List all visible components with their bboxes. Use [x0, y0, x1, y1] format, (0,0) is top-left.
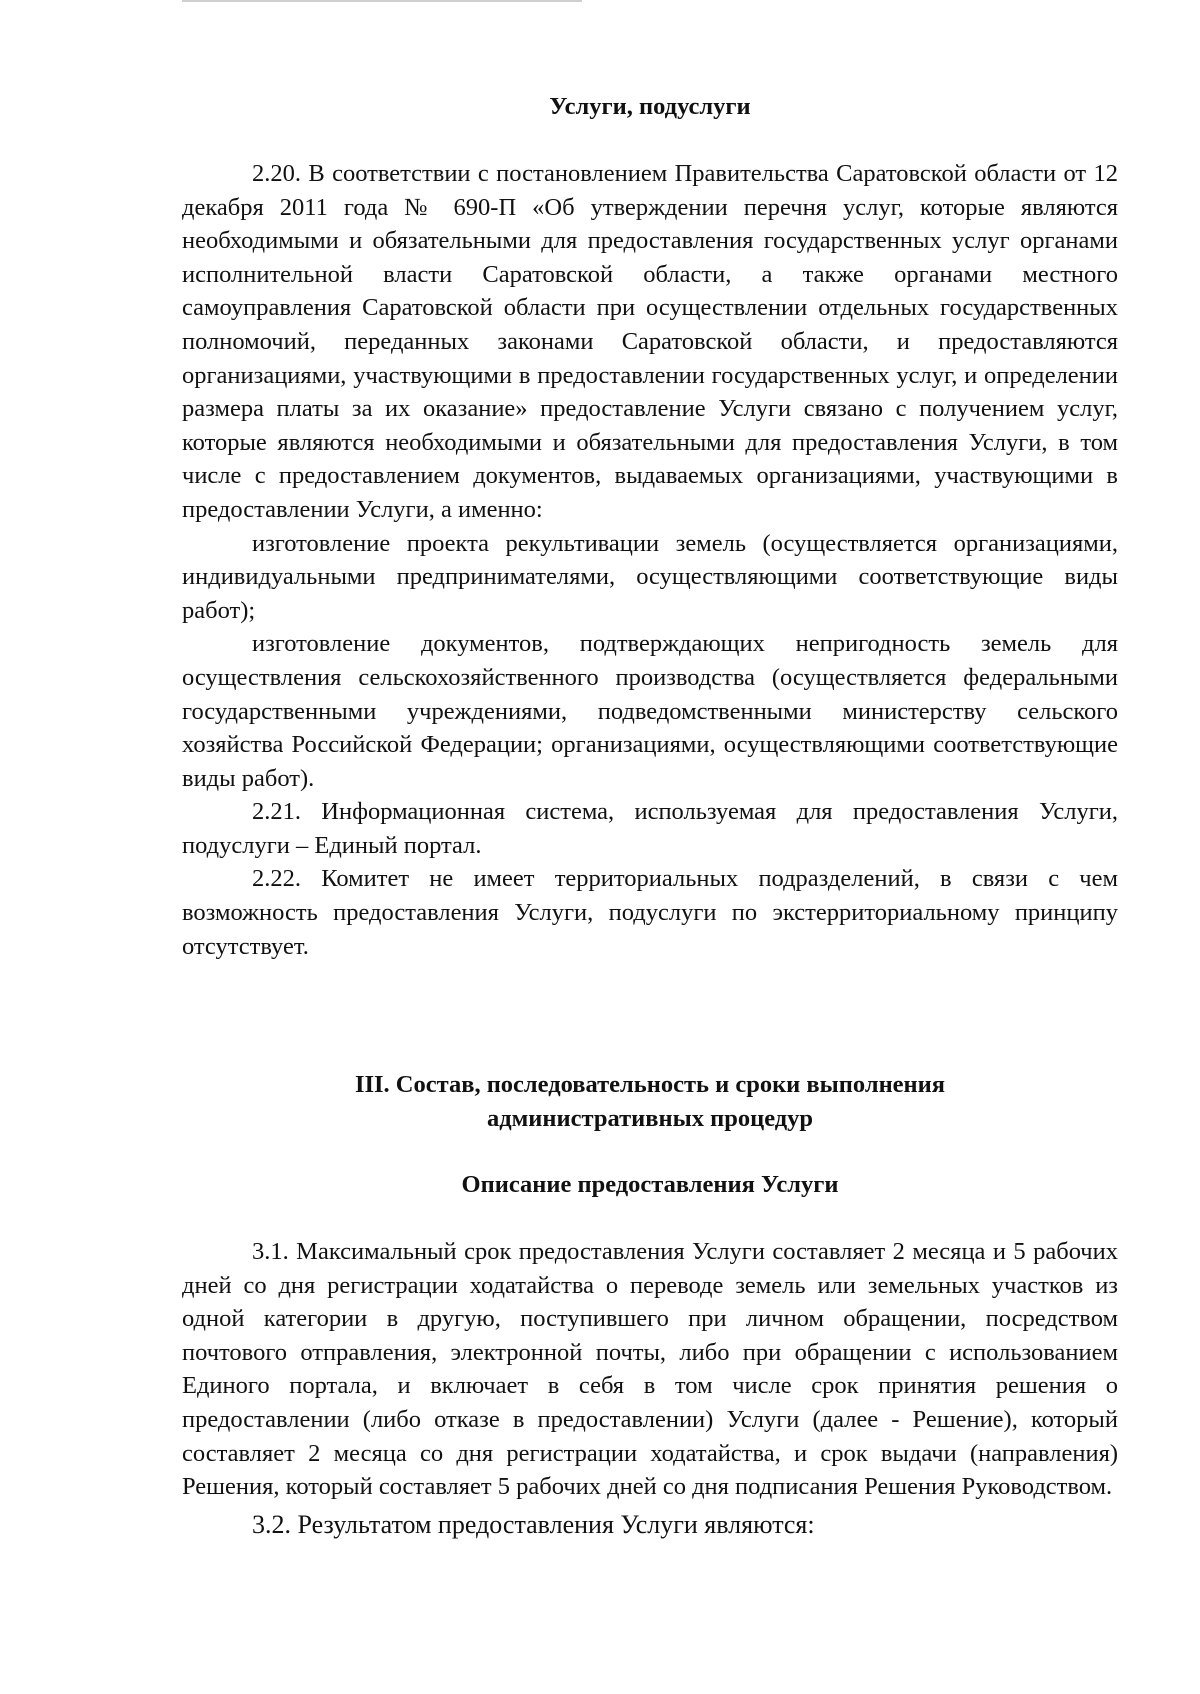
paragraph-2-22: 2.22. Комитет не имеет территориальных подразделений, в связи с чем возможность предоставления Услуги, подуслуги по экстерриториальному принципу отсутствует. [182, 865, 1118, 960]
paragraph-2-20: 2.20. В соответствии с постановлением Правительства Саратовской области от 12 декабря 2011 года № 690-П «Об утверждении перечня услуг, которые являются необходимыми и обязательными для предоставления государственных услуг органами исполнительной власти Саратовской области, а также органами местного самоуправления Саратовской области при осуществлении отдельных государственных полномочий, переданных законами Саратовской области, и предоставляются организациями, участвующими в предоставлении государственных услуг, и определении размера платы за их оказание» предоставление Услуги связано с получением услуг, которые являются необходимыми и обязательными для предоставления Услуги, в том числе с предоставлением документов, выдаваемых организациями, участвующими в предоставлении Услуги, а именно: [182, 160, 1118, 523]
section-body-description [182, 1235, 1118, 1541]
paragraph-2-21: 2.21. Информационная система, используемая для предоставления Услуги, подуслуги – Единый портал. [182, 798, 1118, 859]
document-page [182, 0, 1118, 1694]
paragraph-3-2: 3.2. Результатом предоставления Услуги являются: [252, 1509, 815, 1539]
paragraph-item-reclamation: изготовление проекта рекультивации земель (осуществляется организациями, индивидуальными предпринимателями, осуществляющими соответствующие виды работ); [182, 529, 1118, 624]
chapter-heading-iii-line2: административных процедур [486, 1105, 814, 1132]
section-heading-services: Услуги, подуслуги [549, 93, 751, 120]
section-body-services [182, 157, 1118, 963]
paragraph-item-documents: изготовление документов, подтверждающих непригодность земель для осуществления сельскохозяйственного производства (осуществляется федеральными государственными учреждениями, подведомственными министерству сельского хозяйства Российской Федерации; организациями, осуществляющими соответствующие виды работ). [182, 630, 1118, 792]
section-heading-description: Описание предоставления Услуги [461, 1171, 839, 1198]
scan-top-edge [182, 0, 582, 2]
chapter-heading-iii-line1: III. Состав, последовательность и сроки выполнения [354, 1071, 946, 1098]
chapter-heading-iii [182, 1068, 1118, 1136]
paragraph-3-1: 3.1. Максимальный срок предоставления Услуги составляет 2 месяца и 5 рабочих дней со дня регистрации ходатайства о переводе земель или земельных участков из одной категории в другую, поступившего при личном обращении, посредством почтового отправления, электронной почты, либо при обращении с использованием Единого портала, и включает в себя в том числе срок принятия решения о предоставлении (либо отказе в предоставлении) Услуги (далее - Решение), который составляет 2 месяца со дня регистрации ходатайства, и срок выдачи (направления) Решения, который составляет 5 рабочих дней со дня подписания Решения Руководством. [182, 1238, 1118, 1501]
